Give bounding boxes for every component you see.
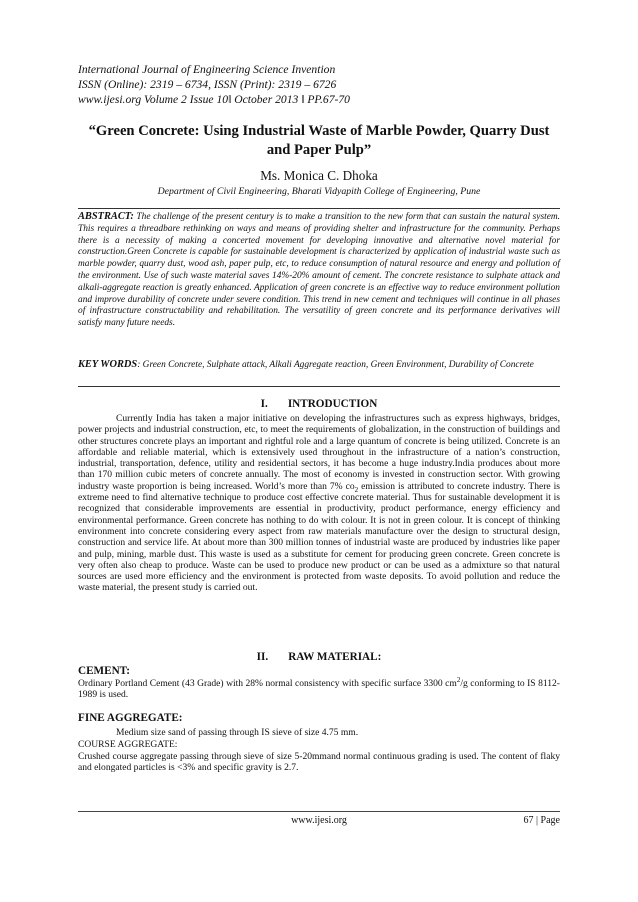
footer-url: www.ijesi.org: [291, 815, 347, 826]
section-heading-raw-material: [78, 651, 560, 664]
co2-subscript: 2: [354, 485, 359, 494]
journal-name: International Journal of Engineering Science Invention: [78, 63, 336, 76]
cement-heading: CEMENT:: [78, 665, 130, 677]
section-number: II.: [256, 651, 269, 663]
section-number: I.: [260, 398, 268, 410]
keywords: [78, 359, 560, 372]
course-aggregate-text: Crushed course aggregate passing through sieve of size 5-20mmand normal continuous grading is used. The content of flaky and elongated particles is <3% and specific gravity is 2.7.: [78, 751, 560, 774]
section-title: RAW MATERIAL:: [288, 651, 382, 663]
footer-rule: [78, 811, 560, 812]
cement-text-part1: Ordinary Portland Cement (43 Grade) with 28% normal consistency with specific surface 3300 cm: [78, 678, 457, 689]
cm2-superscript: 2: [456, 675, 461, 684]
intro-text-part2: emission is attributed to concrete industry. There is extreme need to find alternative technique to produce cost effective concrete material. Thus for sustainable development it is recognized that considerable improvements are essential in productivity, product performance, energy efficiency and environmental performance. Green concrete has nothing to do with colour. It is not in green colour. It is concept of thinking environment into concrete considering every aspect from raw materials manufacture over the design to structural design, construction and service life. At about more than 300 million tonnes of industrial waste are produced by industries like paper and pulp, mining, marble dust. This waste is used as a substitute for cement for producing green concrete. Green concrete is very often also cheap to produce. Waste can be used to produce new product or can be used as a admixture so that natural sources are used more efficiency and the environment is protected from waste deposits. To avoid pollution and reduce the waste material, the present study is carried out.: [78, 480, 560, 594]
introduction-paragraph: [78, 413, 560, 594]
keywords-bottom-rule: [78, 386, 560, 387]
abstract-text: The challenge of the present century is to make a transition to the new form that can sustain the natural system. This requires a threadbare rethinking on ways and means of providing shelter and infrastructure for the community. Perhaps there is a necessity of making a concerted movement for developing innovative and alternative novel material for construction.Green Concrete is capable for sustainable development is characterized by application of industrial waste such as marble powder, quarry dust, wood ash, paper pulp, etc, to reduce consumption of natural resource and energy and pollution of the environment. Use of such waste material saves 14%-20% amount of cement. The concrete resistance to sulphate attack and alkali-aggregate reaction is greatly enhanced. Application of green concrete is an effective way to reduce environment pollution and improve durability of concrete under severe condition. This trend in new cement and techniques will continue in all phases of infrastructure constructability and rehabilitation. The versatility of green concrete and its performance derivatives will satisfy many future needs.: [78, 212, 560, 329]
journal-header: [78, 62, 558, 107]
course-aggregate-heading: COURSE AGGREGATE:: [78, 739, 178, 750]
intro-text-part1: Currently India has taken a major initiative on developing the infrastructures such as express highways, bridges, power projects and industrial construction, etc, to meet the requirements of globalization, in the construction of buildings and other structures concrete plays an important and rightful role and a large quantum of concrete is being utilized. Concrete is an affordable and reliable material, which is extensively used throughout in the infrastructure of a nation’s construction, industrial, transportation, defence, utility and residential sectors, it has become a huge industry.India produces about more than 170 million cubic meters of concrete annually. The most of economy is invested in construction sector. With growing industry waste proportion is being increased. World’s more than 7% co: [78, 413, 560, 492]
cement-text-part2: /g conforming to IS 8112-1989 is used.: [78, 678, 560, 701]
cement-paragraph: [78, 675, 560, 701]
keywords-label: KEY WORDS: [78, 359, 138, 370]
author-affiliation: Department of Civil Engineering, Bharati Vidyapith College of Engineering, Pune: [157, 186, 481, 197]
abstract: [78, 211, 560, 330]
section-heading-introduction: [78, 398, 560, 411]
fine-aggregate-heading: FINE AGGREGATE:: [78, 712, 183, 724]
author-name: Ms. Monica C. Dhoka: [260, 168, 378, 183]
journal-volume: www.ijesi.org Volume 2 Issue 10ǁ October 2013 ǁ PP.67-70: [78, 93, 350, 106]
abstract-top-rule: [78, 208, 560, 209]
fine-aggregate-text: Medium size sand of passing through IS sieve of size 4.75 mm.: [116, 727, 359, 738]
paper-title: “Green Concrete: Using Industrial Waste of Marble Powder, Quarry Dust and Paper Pulp”: [88, 123, 550, 158]
abstract-label: ABSTRACT:: [78, 211, 134, 222]
footer-page-number: 67 | Page: [523, 815, 560, 826]
keywords-colon: :: [137, 360, 141, 370]
journal-issn: ISSN (Online): 2319 – 6734, ISSN (Print): 2319 – 6726: [78, 78, 337, 91]
section-title: INTRODUCTION: [287, 398, 378, 410]
keywords-text: Green Concrete, Sulphate attack, Alkali Aggregate reaction, Green Environment, Durability of Concrete: [140, 360, 534, 370]
